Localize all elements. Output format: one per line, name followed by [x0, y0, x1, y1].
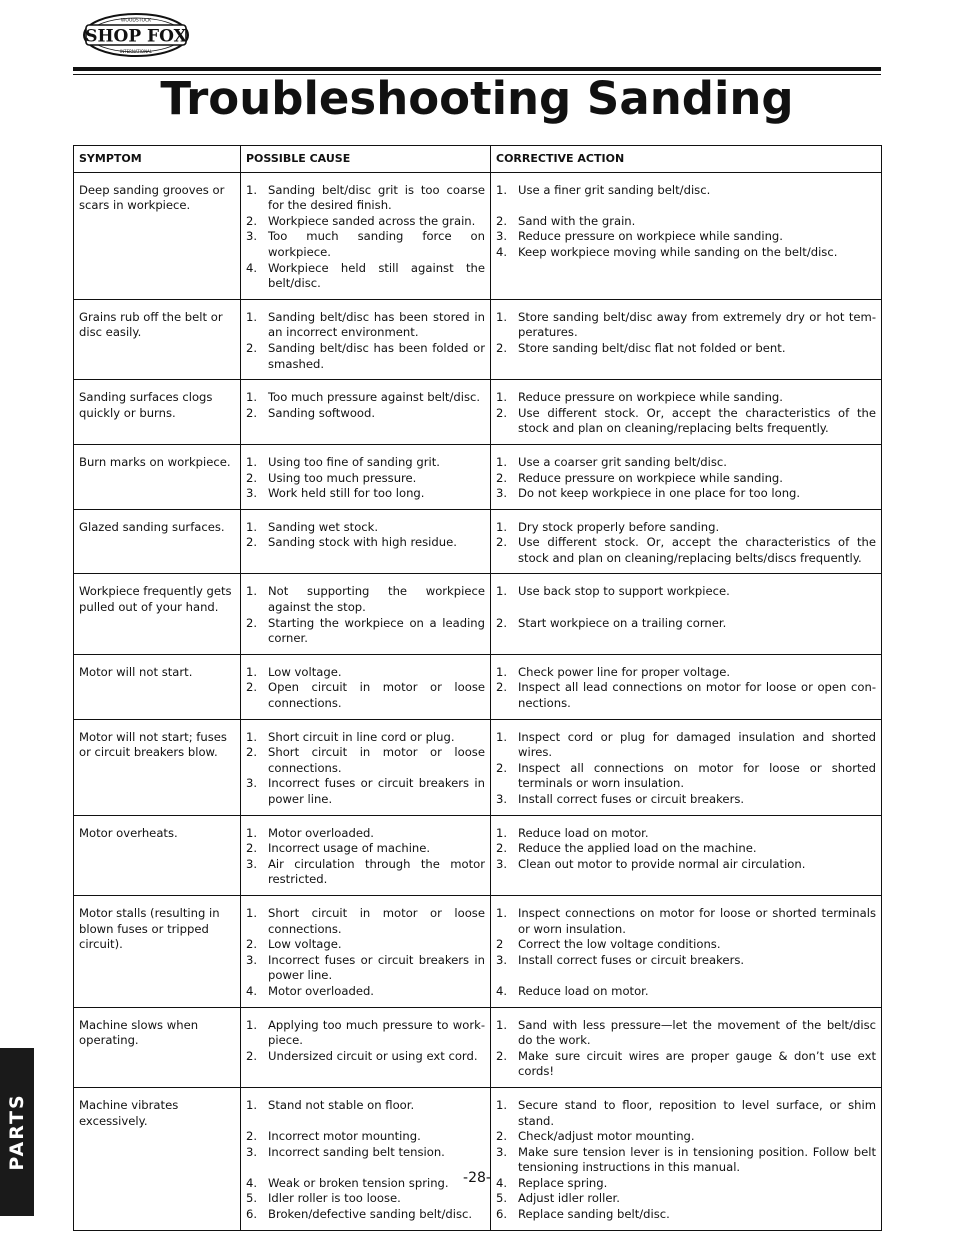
item-text: Short circuit in line cord or plug.	[268, 729, 455, 744]
cause-item	[246, 341, 485, 372]
action-item	[496, 680, 876, 711]
item-text: Clean out motor to provide normal air circulation.	[518, 856, 806, 871]
cause-item	[246, 616, 485, 647]
cause-list	[246, 906, 485, 1000]
item-text: Reduce the applied load on the machine.	[518, 841, 757, 856]
action-list	[496, 906, 876, 1000]
table-row	[74, 654, 882, 719]
action-list	[496, 183, 876, 261]
item-number: 3.	[246, 486, 258, 501]
item-number: 5.	[496, 1191, 508, 1206]
action-item	[496, 471, 876, 487]
action-item	[496, 616, 876, 632]
item-number: 2.	[246, 340, 258, 355]
item-text: Use a coarser grit sanding belt/disc.	[518, 454, 727, 469]
action-item	[496, 1191, 876, 1207]
header-corrective-action: CORRECTIVE ACTION	[491, 146, 882, 173]
cause-list	[246, 1098, 485, 1223]
symptom-cell: Burn marks on workpiece.	[74, 444, 241, 509]
cause-item	[246, 1049, 485, 1065]
item-text: Short circuit in motor or loose connections.	[268, 905, 485, 936]
cause-item	[246, 745, 485, 776]
possible-cause-cell	[241, 815, 491, 895]
action-item	[496, 214, 876, 230]
item-number: 2.	[246, 470, 258, 485]
item-number: 2.	[246, 841, 258, 856]
cause-item	[246, 841, 485, 857]
action-item	[496, 455, 876, 471]
item-number: 3.	[496, 1144, 508, 1159]
action-item	[496, 245, 876, 261]
action-list	[496, 310, 876, 357]
corrective-action-cell	[491, 574, 882, 654]
action-item	[496, 520, 876, 536]
cause-list	[246, 730, 485, 808]
symptom-cell: Glazed sanding surfaces.	[74, 509, 241, 574]
item-number: 2.	[496, 615, 508, 630]
symptom-cell: Deep sanding grooves or scars in workpiece.	[74, 172, 241, 299]
cause-list	[246, 520, 485, 551]
item-text: Install correct fuses or circuit breakers.	[518, 952, 745, 967]
item-number: 1.	[496, 905, 508, 920]
action-list	[496, 730, 876, 808]
item-number: 1.	[496, 729, 508, 744]
item-text: Secure stand to floor, reposition to level surface, or shim stand.	[518, 1097, 876, 1128]
item-number: 1.	[246, 519, 258, 534]
item-text: Incorrect sanding belt tension.	[268, 1144, 445, 1159]
cause-item	[246, 455, 485, 471]
cause-item	[246, 261, 485, 292]
item-number: 2	[496, 937, 504, 952]
item-text: Motor overloaded.	[268, 825, 374, 840]
cause-item	[246, 520, 485, 536]
item-text: Use a finer grit sanding belt/disc.	[518, 182, 711, 197]
item-number: 4.	[246, 1175, 258, 1190]
action-list	[496, 826, 876, 873]
symptom-cell: Sanding surfaces clogs quickly or burns.	[74, 380, 241, 445]
action-item	[496, 1129, 876, 1145]
item-text: Adjust idler roller.	[518, 1191, 620, 1206]
item-number: 1.	[496, 519, 508, 534]
symptom-cell: Grains rub off the belt or disc easily.	[74, 299, 241, 379]
item-number: 2.	[246, 680, 258, 695]
item-number: 2.	[246, 213, 258, 228]
action-list	[496, 665, 876, 712]
cause-item	[246, 1098, 485, 1114]
item-number: 4.	[496, 983, 508, 998]
item-text: Reduce load on motor.	[518, 825, 649, 840]
item-number: 3.	[496, 229, 508, 244]
item-number: 1.	[246, 1017, 258, 1032]
item-text: Inspect connections on motor for loose or shorted terminals or worn insulation.	[518, 905, 876, 936]
cause-item	[246, 310, 485, 341]
cause-list	[246, 1018, 485, 1065]
item-text: Sanding stock with high residue.	[268, 535, 457, 550]
item-text: Using too fine of sanding grit.	[268, 454, 440, 469]
corrective-action-cell	[491, 299, 882, 379]
item-number: 1.	[246, 182, 258, 197]
item-number: 1.	[496, 664, 508, 679]
cause-item	[246, 730, 485, 746]
table-row	[74, 815, 882, 895]
item-text: Low voltage.	[268, 664, 342, 679]
item-number: 4.	[496, 244, 508, 259]
item-text: Work held still for too long.	[268, 486, 425, 501]
cause-list	[246, 455, 485, 502]
cause-item	[246, 1191, 485, 1207]
svg-text:INTERNATIONAL: INTERNATIONAL	[119, 49, 153, 54]
corrective-action-cell	[491, 444, 882, 509]
item-number: 3.	[496, 856, 508, 871]
cause-item	[246, 406, 485, 422]
item-number: 2.	[496, 470, 508, 485]
item-text: Check/adjust motor mounting.	[518, 1129, 695, 1144]
item-text: Sanding belt/disc has been folded or smashed.	[268, 340, 485, 371]
item-text: Sanding wet stock.	[268, 519, 379, 534]
table-row	[74, 509, 882, 574]
possible-cause-cell	[241, 299, 491, 379]
header-symptom: SYMPTOM	[74, 146, 241, 173]
cause-item	[246, 390, 485, 406]
item-text: Reduce pressure on workpiece while sanding.	[518, 390, 783, 405]
table-header-row	[74, 146, 882, 173]
item-text: Keep workpiece moving while sanding on the belt/disc.	[518, 244, 838, 259]
item-text: Use different stock. Or, accept the characteristics of the stock and plan on cleaning/replacing belts/discs frequently.	[518, 535, 876, 565]
item-number: 6.	[246, 1207, 258, 1222]
header-rule-thick	[73, 67, 881, 71]
item-text: Not supporting the workpiece against the stop.	[268, 584, 485, 615]
item-text: Incorrect fuses or circuit breakers in power line.	[268, 776, 485, 806]
item-number: 3.	[496, 952, 508, 967]
item-text: Reduce pressure on workpiece while sanding.	[518, 229, 783, 244]
item-text: Sanding softwood.	[268, 405, 376, 420]
item-text: Using too much pressure.	[268, 470, 417, 485]
item-number: 1.	[496, 454, 508, 469]
header-possible-cause: POSSIBLE CAUSE	[241, 146, 491, 173]
corrective-action-cell	[491, 719, 882, 815]
item-number: 1.	[496, 584, 508, 599]
item-text: Dry stock properly before sanding.	[518, 519, 720, 534]
item-number: 2.	[496, 680, 508, 695]
item-text: Sand with less pressure—let the movement of the belt/disc do the work.	[518, 1017, 876, 1048]
item-number: 2.	[496, 213, 508, 228]
cause-item	[246, 535, 485, 551]
item-number: 3.	[496, 792, 508, 806]
logo-text: SHOP FOX	[85, 26, 187, 47]
action-list	[496, 1018, 876, 1080]
cause-item	[246, 984, 485, 1000]
action-list	[496, 520, 876, 567]
item-text: Air circulation through the motor restricted.	[268, 856, 485, 887]
table-row	[74, 719, 882, 815]
action-item	[496, 1207, 876, 1223]
item-text: Use different stock. Or, accept the characteristics of the stock and plan on cleaning/replacing belts frequently.	[518, 405, 876, 436]
item-text: Reduce load on motor.	[518, 983, 649, 998]
item-text: Short circuit in motor or loose connections.	[268, 745, 485, 775]
item-text: Undersized circuit or using ext cord.	[268, 1048, 478, 1063]
item-text: Inspect all connections on motor for loose or shorted terminals or worn insulation.	[518, 760, 876, 791]
possible-cause-cell	[241, 172, 491, 299]
item-number: 2.	[496, 535, 508, 550]
cause-item	[246, 214, 485, 230]
symptom-cell: Motor will not start.	[74, 654, 241, 719]
logo-badge-icon	[82, 12, 190, 58]
item-text: Motor overloaded.	[268, 983, 374, 998]
item-text: Incorrect fuses or circuit breakers in power line.	[268, 952, 485, 983]
item-number: 2.	[496, 340, 508, 355]
item-number: 2.	[246, 1048, 258, 1063]
item-number: 3.	[246, 229, 258, 244]
page-number: -28-	[463, 1170, 491, 1186]
item-text: Stand not stable on floor.	[268, 1097, 415, 1112]
table-row	[74, 895, 882, 1007]
item-number: 1.	[246, 309, 258, 324]
table-row	[74, 444, 882, 509]
item-text: Sand with the grain.	[518, 213, 636, 228]
table-row	[74, 1087, 882, 1230]
cause-item	[246, 937, 485, 953]
side-tab-parts	[0, 1048, 34, 1216]
action-item	[496, 1098, 876, 1129]
symptom-cell: Motor stalls (resulting in blown fuses or tripped circuit).	[74, 895, 241, 1007]
cause-item	[246, 826, 485, 842]
cause-item	[246, 584, 485, 615]
corrective-action-cell	[491, 895, 882, 1007]
item-number: 2.	[246, 745, 258, 760]
item-number: 2.	[496, 841, 508, 856]
item-text: Broken/defective sanding belt/disc.	[268, 1207, 473, 1222]
table-row	[74, 574, 882, 654]
action-item	[496, 535, 876, 566]
item-text: Workpiece sanded across the grain.	[268, 213, 476, 228]
item-number: 2.	[246, 937, 258, 952]
troubleshooting-table	[73, 145, 882, 1231]
action-item	[496, 229, 876, 245]
item-number: 1.	[496, 825, 508, 840]
item-number: 6.	[496, 1207, 508, 1222]
possible-cause-cell	[241, 1007, 491, 1087]
symptom-cell: Motor overheats.	[74, 815, 241, 895]
symptom-cell: Machine slows when operating.	[74, 1007, 241, 1087]
svg-text:WOODSTOCK: WOODSTOCK	[120, 18, 152, 24]
cause-item	[246, 183, 485, 214]
item-number: 1.	[246, 905, 258, 920]
item-text: Use back stop to support workpiece.	[518, 584, 730, 599]
cause-item	[246, 906, 485, 937]
corrective-action-cell	[491, 654, 882, 719]
possible-cause-cell	[241, 895, 491, 1007]
cause-item	[246, 857, 485, 888]
item-text: Sanding belt/disc grit is too coarse for the desired finish.	[268, 182, 485, 213]
cause-item	[246, 665, 485, 681]
cause-item	[246, 471, 485, 487]
table-row	[74, 299, 882, 379]
action-item	[496, 937, 876, 953]
item-number: 3.	[246, 1144, 258, 1159]
corrective-action-cell	[491, 1087, 882, 1230]
item-number: 2.	[246, 1129, 258, 1144]
item-number: 4.	[246, 260, 258, 275]
cause-item	[246, 229, 485, 260]
item-number: 3.	[246, 952, 258, 967]
item-number: 2.	[246, 615, 258, 630]
action-item	[496, 390, 876, 406]
table-row	[74, 380, 882, 445]
action-item	[496, 1018, 876, 1049]
item-number: 1.	[246, 825, 258, 840]
corrective-action-cell	[491, 1007, 882, 1087]
possible-cause-cell	[241, 574, 491, 654]
action-item	[496, 857, 876, 873]
item-number: 3.	[246, 776, 258, 791]
item-number: 1.	[246, 664, 258, 679]
cause-item	[246, 1145, 485, 1161]
item-number: 2.	[496, 1129, 508, 1144]
action-item	[496, 406, 876, 437]
item-number: 4.	[246, 983, 258, 998]
cause-list	[246, 665, 485, 712]
item-text: Applying too much pressure to workpiece.	[268, 1017, 485, 1048]
item-number: 1.	[246, 390, 258, 405]
item-number: 1.	[496, 1097, 508, 1112]
item-text: Low voltage.	[268, 937, 342, 952]
item-text: Sanding belt/disc has been stored in an incorrect environment.	[268, 309, 485, 340]
side-tab-label: PARTS	[6, 1093, 28, 1171]
cause-item	[246, 1129, 485, 1145]
item-text: Check power line for proper voltage.	[518, 664, 731, 679]
possible-cause-cell	[241, 380, 491, 445]
action-item	[496, 1049, 876, 1080]
item-text: Make sure tension lever is in tensioning position. Follow belt tensioning instructions in this manual.	[518, 1144, 876, 1175]
cause-list	[246, 584, 485, 646]
symptom-cell: Motor will not start; fuses or circuit breakers blow.	[74, 719, 241, 815]
cause-list	[246, 310, 485, 372]
item-number: 2.	[246, 405, 258, 420]
item-number: 1.	[496, 182, 508, 197]
item-text: Open circuit in motor or loose connections.	[268, 680, 485, 711]
corrective-action-cell	[491, 815, 882, 895]
action-item	[496, 486, 876, 502]
item-number: 1.	[496, 309, 508, 324]
item-number: 1.	[246, 584, 258, 599]
action-item	[496, 665, 876, 681]
item-text: Idler roller is too loose.	[268, 1191, 401, 1206]
cause-list	[246, 826, 485, 888]
action-item	[496, 841, 876, 857]
item-number: 1.	[246, 454, 258, 469]
possible-cause-cell	[241, 509, 491, 574]
action-item	[496, 730, 876, 761]
shop-fox-logo	[82, 12, 190, 58]
item-text: Start workpiece on a trailing corner.	[518, 615, 727, 630]
action-list	[496, 455, 876, 502]
item-text: Replace spring.	[518, 1175, 608, 1190]
item-number: 1.	[496, 1017, 508, 1032]
item-number: 3.	[496, 486, 508, 501]
item-text: Install correct fuses or circuit breakers.	[518, 792, 745, 806]
item-number: 3.	[246, 856, 258, 871]
action-item	[496, 984, 876, 1000]
cause-item	[246, 953, 485, 984]
item-number: 2.	[246, 535, 258, 550]
action-item	[496, 826, 876, 842]
action-item	[496, 341, 876, 357]
possible-cause-cell	[241, 654, 491, 719]
symptom-cell: Machine vibrates excessively.	[74, 1087, 241, 1230]
item-text: Store sanding belt/disc away from extremely dry or hot temperatures.	[518, 309, 876, 340]
item-text: Too much sanding force on workpiece.	[268, 229, 485, 259]
action-item	[496, 310, 876, 341]
cause-item	[246, 1207, 485, 1223]
corrective-action-cell	[491, 509, 882, 574]
cause-list	[246, 390, 485, 421]
item-text: Correct the low voltage conditions.	[518, 937, 721, 952]
action-item	[496, 953, 876, 969]
item-text: Replace sanding belt/disc.	[518, 1207, 670, 1222]
action-item	[496, 183, 876, 199]
possible-cause-cell	[241, 1087, 491, 1230]
item-text: Workpiece held still against the belt/disc.	[268, 260, 485, 291]
item-number: 1.	[246, 729, 258, 744]
item-text: Inspect all lead connections on motor for loose or open connections.	[518, 680, 876, 711]
action-item	[496, 906, 876, 937]
item-text: Incorrect motor mounting.	[268, 1129, 421, 1144]
page-title: Troubleshooting Sanding	[160, 72, 794, 125]
action-item	[496, 792, 876, 808]
item-number: 2.	[496, 760, 508, 775]
cause-item	[246, 1018, 485, 1049]
item-number: 2.	[496, 405, 508, 420]
possible-cause-cell	[241, 719, 491, 815]
item-text: Starting the workpiece on a leading corner.	[268, 615, 485, 646]
cause-item	[246, 680, 485, 711]
item-text: Reduce pressure on workpiece while sanding.	[518, 470, 783, 485]
item-number: 1.	[496, 390, 508, 405]
symptom-cell: Workpiece frequently gets pulled out of your hand.	[74, 574, 241, 654]
item-number: 1.	[246, 1097, 258, 1112]
corrective-action-cell	[491, 380, 882, 445]
item-text: Incorrect usage of machine.	[268, 841, 431, 856]
possible-cause-cell	[241, 444, 491, 509]
item-text: Store sanding belt/disc flat not folded or bent.	[518, 340, 786, 355]
item-number: 2.	[496, 1048, 508, 1063]
cause-item	[246, 776, 485, 807]
corrective-action-cell	[491, 172, 882, 299]
action-list	[496, 1098, 876, 1223]
table-row	[74, 172, 882, 299]
action-item	[496, 584, 876, 600]
item-text: Make sure circuit wires are proper gauge & don’t use ext cords!	[518, 1048, 876, 1079]
table-row	[74, 1007, 882, 1087]
cause-list	[246, 183, 485, 292]
item-text: Do not keep workpiece in one place for too long.	[518, 486, 801, 501]
item-text: Weak or broken tension spring.	[268, 1175, 449, 1190]
action-list	[496, 584, 876, 631]
action-list	[496, 390, 876, 437]
action-item	[496, 761, 876, 792]
item-text: Inspect cord or plug for damaged insulation and shorted wires.	[518, 729, 876, 760]
item-number: 4.	[496, 1175, 508, 1190]
cause-item	[246, 486, 485, 502]
item-number: 5.	[246, 1191, 258, 1206]
item-text: Too much pressure against belt/disc.	[268, 390, 481, 405]
